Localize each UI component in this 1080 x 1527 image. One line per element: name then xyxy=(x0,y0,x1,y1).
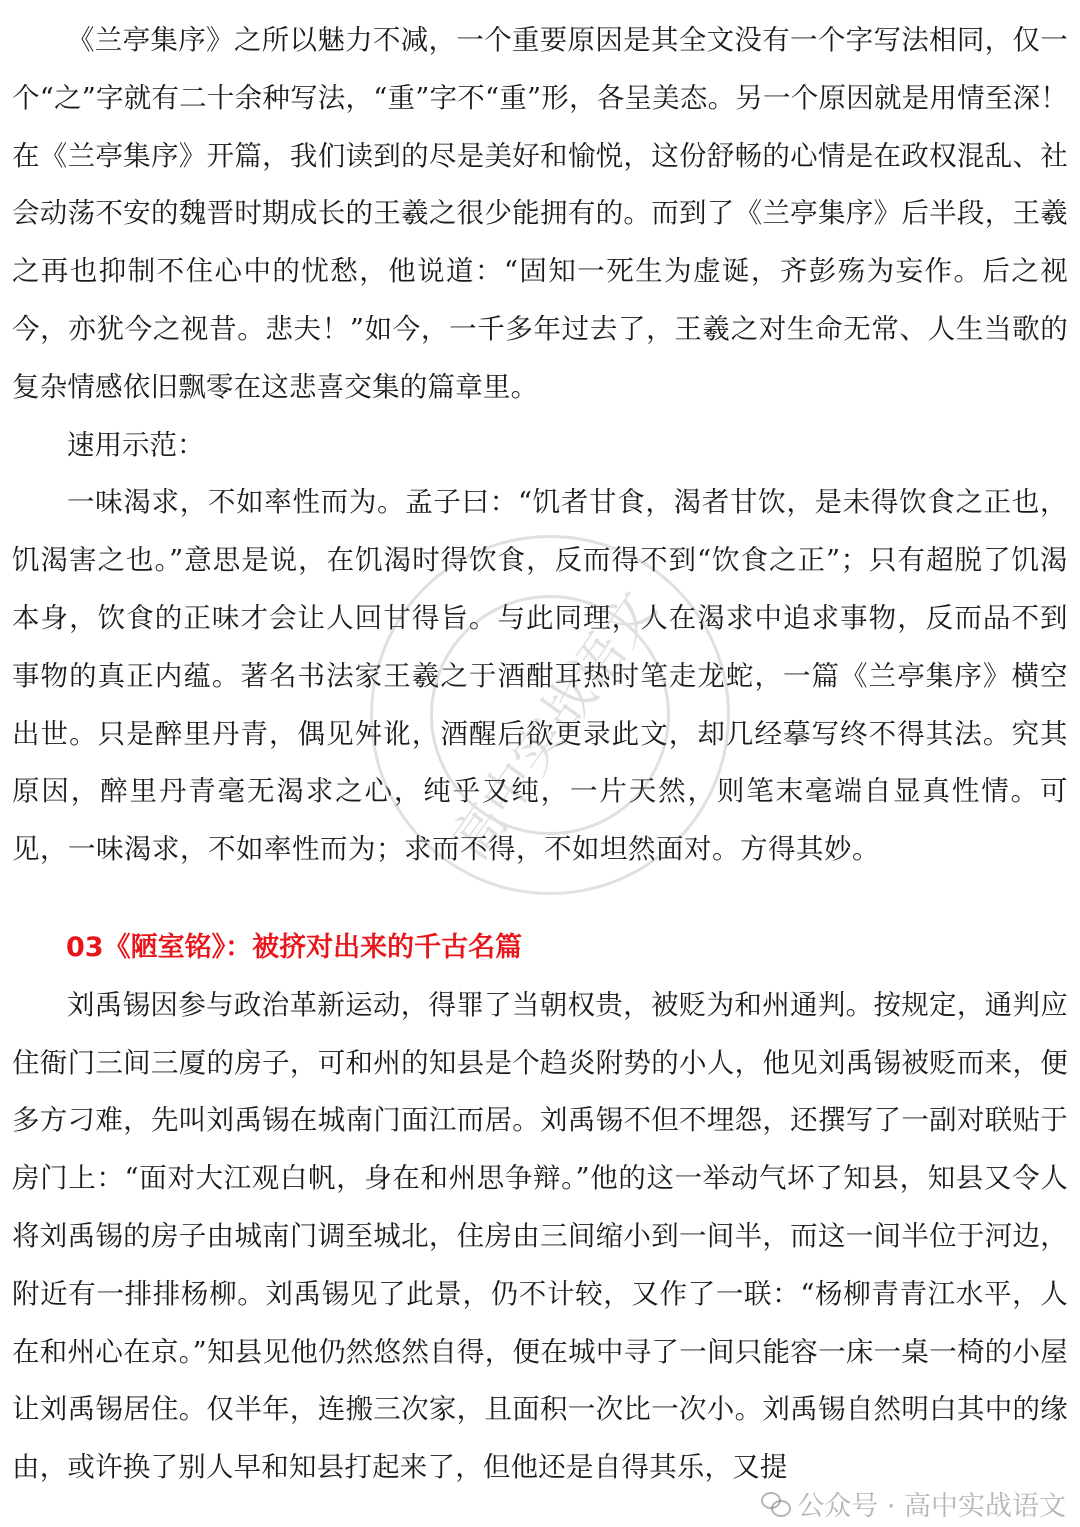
paragraph-demo: 一味渴求，不如率性而为。孟子曰：“饥者甘食，渴者甘饮，是未得饮食之正也，饥渴害之也。”意思是说，在饥渴时得饮食，反而得不到“饮食之正”；只有超脱了饥渴本身，饮食的正味才会让人回甘得旨。与此同理，人在渴求中追求事物，反而品不到事物的真正内蕴。著名书法家王羲之于酒酣耳热时笔走龙蛇，一篇《兰亭集序》横空出世。只是醉里丹青，偶见舛讹，酒醒后欲更录此文，却几经摹写终不得其法。究其原因，醉里丹青毫无渴求之心，纯乎又纯，一片天然，则笔末毫端自显真性情。可见，一味渴求，不如率性而为；求而不得，不如坦然面对。方得其妙。 xyxy=(12,486,1068,866)
stamp-text: 高中实战语文 xyxy=(440,580,669,871)
paragraph-lanting-analysis: 《兰亭集序》之所以魅力不减，一个重要原因是其全文没有一个字写法相同，仅一个“之”字就有二十余种写法，“重”字不“重”形，各呈美态。另一个原因就是用情至深！在《兰亭集序》开篇，我们读到的尽是美好和愉悦，这份舒畅的心情是在政权混乱、社会动荡不安的魏晋时期成长的王羲之很少能拥有的。而到了《兰亭集序》后半段，王羲之再也抑制不住心中的忧愁，他说道：“固知一死生为虚诞，齐彭殇为妄作。后之视今，亦犹今之视昔。悲夫！”如今，一千多年过去了，王羲之对生命无常、人生当歌的复杂情感依旧飘零在这悲喜交集的篇章里。 xyxy=(12,24,1068,403)
paragraph-loushiming: 刘禹锡因参与政治革新运动，得罪了当朝权贵，被贬为和州通判。按规定，通判应住衙门三间三厦的房子，可和州的知县是个趋炎附势的小人，他见刘禹锡被贬而来，便多方刁难，先叫刘禹锡在城南门面江而居。刘禹锡不但不埋怨，还撰写了一副对联贴于房门上：“面对大江观白帆，身在和州思争辩。”他的这一举动气坏了知县，知县又令人将刘禹锡的房子由城南门调至城北，住房由三间缩小到一间半，而这一间半位于河边，附近有一排排杨柳。刘禹锡见了此景，仍不计较，又作了一联：“杨柳青青江水平，人在和州心在京。”知县见他仍然悠然自得，便在城中寻了一间只能容一床一桌一椅的小屋让刘禹锡居住。仅半年，连搬三次家，且面积一次比一次小。刘禹锡自然明白其中的缘由，或许换了别人早和知县打起来了，但他还是自得其乐，又提 xyxy=(12,988,1068,1484)
demo-label: 速用示范： xyxy=(67,428,205,461)
section-heading-03: 03《陋室铭》：被挤对出来的千古名篇 xyxy=(66,931,523,963)
footer-watermark-text: 公众号 · 高中实战语文 xyxy=(797,1491,1066,1522)
